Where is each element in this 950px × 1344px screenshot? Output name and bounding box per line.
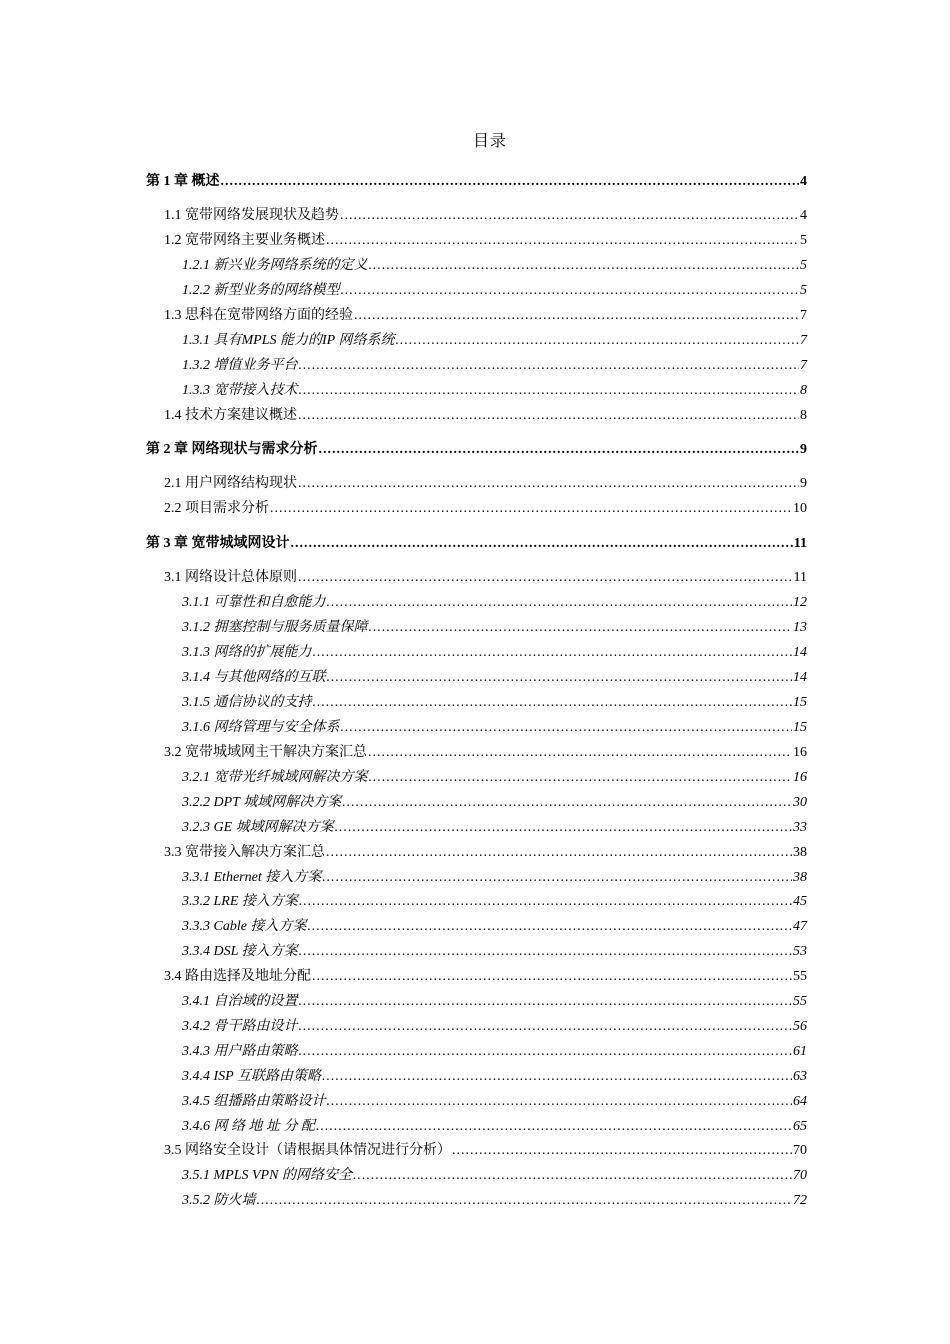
toc-entry-label: 3.1.4 与其他网络的互联 <box>182 670 326 685</box>
toc-entry-label: 3.4 路由选择及地址分配 <box>164 969 311 984</box>
toc-entry-level-3[interactable] <box>182 331 807 351</box>
toc-entry-page-number: 72 <box>793 1193 807 1208</box>
toc-entry-level-3[interactable] <box>182 281 807 301</box>
toc-entry-label: 第 1 章 概述 <box>146 174 220 189</box>
dot-leader <box>369 768 793 788</box>
toc-entry-level-3[interactable] <box>182 1067 807 1087</box>
toc-entry-label: 3.3 宽带接入解决方案汇总 <box>164 845 325 860</box>
toc-entry-page-number: 70 <box>793 1168 807 1183</box>
toc-entry-level-3[interactable] <box>182 793 807 813</box>
dot-leader <box>313 643 793 663</box>
toc-entry-level-2[interactable] <box>164 843 807 863</box>
toc-entry-level-3[interactable] <box>182 1017 807 1037</box>
dot-leader <box>341 718 793 738</box>
dot-leader <box>316 1117 792 1137</box>
toc-entry-page-number: 8 <box>800 383 807 398</box>
toc-entry-level-3[interactable] <box>182 356 807 376</box>
toc-entry-page-number: 15 <box>793 695 807 710</box>
dot-leader <box>299 1017 793 1037</box>
toc-entry-page-number: 12 <box>793 595 807 610</box>
dot-leader <box>326 231 799 251</box>
dot-leader <box>319 440 800 460</box>
dot-leader <box>353 1166 792 1186</box>
dot-leader <box>313 693 793 713</box>
dot-leader <box>299 381 800 401</box>
toc-entry-label: 3.4.2 骨干路由设计 <box>182 1019 298 1034</box>
toc-entry-level-2[interactable] <box>164 474 807 494</box>
dot-leader <box>327 593 793 613</box>
toc-entry-page-number: 16 <box>793 745 807 760</box>
dot-leader <box>298 568 793 588</box>
toc-entry-label: 3.4.5 组播路由策略设计 <box>182 1094 326 1109</box>
toc-entry-label: 3.5 网络安全设计（请根据具体情况进行分析） <box>164 1143 451 1158</box>
toc-entry-level-1[interactable] <box>146 440 807 460</box>
toc-entry-level-3[interactable] <box>182 1191 807 1211</box>
toc-entry-level-2[interactable] <box>164 743 807 763</box>
toc-entry-label: 3.5.2 防火墙 <box>182 1193 256 1208</box>
toc-entry-page-number: 33 <box>793 820 807 835</box>
dot-leader <box>291 534 793 554</box>
toc-entry-label: 3.1.2 拥塞控制与服务质量保障 <box>182 620 368 635</box>
dot-leader <box>342 793 792 813</box>
toc-entry-page-number: 14 <box>793 645 807 660</box>
toc-entry-level-2[interactable] <box>164 206 807 226</box>
toc-entry-page-number: 70 <box>793 1143 807 1158</box>
toc-entry-level-3[interactable] <box>182 256 807 276</box>
dot-leader <box>452 1141 792 1161</box>
dot-leader <box>326 843 792 863</box>
toc-entry-label: 3.2.1 宽带光纤城域网解决方案 <box>182 770 368 785</box>
dot-leader <box>299 992 793 1012</box>
toc-entry-level-2[interactable] <box>164 1141 807 1161</box>
toc-entry-page-number: 56 <box>793 1019 807 1034</box>
dot-leader <box>369 256 800 276</box>
toc-entry-level-2[interactable] <box>164 406 807 426</box>
toc-entry-label: 3.4.4 ISP 互联路由策略 <box>182 1069 321 1084</box>
toc-entry-level-3[interactable] <box>182 693 807 713</box>
dot-leader <box>327 1092 793 1112</box>
toc-entry-level-3[interactable] <box>182 593 807 613</box>
toc-entry-page-number: 5 <box>800 258 807 273</box>
toc-entry-page-number: 45 <box>793 894 807 909</box>
toc-entry-level-3[interactable] <box>182 618 807 638</box>
dot-leader <box>322 1067 792 1087</box>
toc-entry-page-number: 16 <box>793 770 807 785</box>
toc-entry-level-3[interactable] <box>182 1042 807 1062</box>
toc-entry-page-number: 63 <box>793 1069 807 1084</box>
toc-entry-page-number: 11 <box>793 536 807 551</box>
toc-entry-level-3[interactable] <box>182 917 807 937</box>
toc-entry-label: 3.1 网络设计总体原则 <box>164 570 297 585</box>
toc-entry-label: 2.1 用户网络结构现状 <box>164 476 297 491</box>
toc-entry-page-number: 47 <box>793 919 807 934</box>
toc-entry-page-number: 4 <box>800 174 807 189</box>
toc-entry-level-3[interactable] <box>182 381 807 401</box>
toc-entry-level-2[interactable] <box>164 568 807 588</box>
toc-entry-label: 3.3.2 LRE 接入方案 <box>182 894 298 909</box>
toc-entry-label: 1.2.1 新兴业务网络系统的定义 <box>182 258 368 273</box>
dot-leader <box>270 499 792 519</box>
toc-entry-label: 1.3.3 宽带接入技术 <box>182 383 298 398</box>
toc-entry-level-3[interactable] <box>182 942 807 962</box>
toc-entry-page-number: 53 <box>793 944 807 959</box>
dot-leader <box>299 942 792 962</box>
dot-leader <box>298 474 799 494</box>
toc-entry-level-3[interactable] <box>182 1166 807 1186</box>
dot-leader <box>340 206 799 226</box>
toc-entry-label: 3.2.3 GE 城域网解决方案 <box>182 820 334 835</box>
toc-entry-page-number: 8 <box>800 408 807 423</box>
toc-entry-label: 3.4.3 用户路由策略 <box>182 1044 298 1059</box>
toc-entry-level-2[interactable] <box>164 231 807 251</box>
toc-entry-page-number: 55 <box>793 994 807 1009</box>
dot-leader <box>341 281 800 301</box>
toc-entry-label: 1.1 宽带网络发展现状及趋势 <box>164 208 339 223</box>
dot-leader <box>221 172 800 192</box>
toc-entry-label: 3.1.5 通信协议的支持 <box>182 695 312 710</box>
dot-leader <box>322 868 792 888</box>
toc-entry-label: 1.3.2 增值业务平台 <box>182 358 298 373</box>
toc-entry-page-number: 15 <box>793 720 807 735</box>
toc-title: 目录 <box>472 133 507 150</box>
toc-entry-level-3[interactable] <box>182 992 807 1012</box>
toc-entry-level-3[interactable] <box>182 718 807 738</box>
toc-entry-label: 1.3.1 具有MPLS 能力的IP 网络系统 <box>182 333 395 348</box>
toc-entry-level-1[interactable] <box>146 534 807 554</box>
toc-entry-page-number: 38 <box>793 870 807 885</box>
dot-leader <box>335 818 792 838</box>
toc-entry-label: 第 3 章 宽带城域网设计 <box>146 536 290 551</box>
dot-leader <box>369 618 793 638</box>
dot-leader <box>307 917 792 937</box>
toc-entry-page-number: 4 <box>800 208 807 223</box>
dot-leader <box>327 668 793 688</box>
toc-entry-label: 3.1.1 可靠性和自愈能力 <box>182 595 326 610</box>
toc-entry-level-2[interactable] <box>164 499 807 519</box>
toc-entry-page-number: 7 <box>800 333 807 348</box>
toc-entry-page-number: 7 <box>800 358 807 373</box>
dot-leader <box>312 967 792 987</box>
toc-entry-label: 1.2 宽带网络主要业务概述 <box>164 233 325 248</box>
toc-entry-page-number: 14 <box>793 670 807 685</box>
dot-leader <box>368 743 792 763</box>
toc-entry-label: 3.3.1 Ethernet 接入方案 <box>182 870 322 885</box>
toc-entry-label: 3.4.1 自治域的设置 <box>182 994 298 1009</box>
dot-leader <box>299 1042 793 1062</box>
dot-leader <box>298 406 799 426</box>
toc-entry-page-number: 61 <box>793 1044 807 1059</box>
toc-entry-page-number: 13 <box>793 620 807 635</box>
toc-entry-label: 3.1.3 网络的扩展能力 <box>182 645 312 660</box>
toc-entry-level-1[interactable] <box>146 172 807 192</box>
toc-entry-page-number: 55 <box>793 969 807 984</box>
dot-leader <box>299 892 792 912</box>
toc-entry-level-2[interactable] <box>164 306 807 326</box>
toc-entry-page-number: 64 <box>793 1094 807 1109</box>
toc-entry-level-3[interactable] <box>182 643 807 663</box>
toc-entry-page-number: 10 <box>793 501 807 516</box>
toc-entry-level-3[interactable] <box>182 892 807 912</box>
dot-leader <box>395 331 799 351</box>
toc-entry-label: 2.2 项目需求分析 <box>164 501 269 516</box>
toc-entry-page-number: 9 <box>800 442 807 457</box>
toc-entry-label: 3.1.6 网络管理与安全体系 <box>182 720 340 735</box>
toc-entry-page-number: 30 <box>793 795 807 810</box>
toc-entry-level-3[interactable] <box>182 868 807 888</box>
toc-entry-page-number: 9 <box>800 476 807 491</box>
toc-entry-label: 3.3.4 DSL 接入方案 <box>182 944 298 959</box>
toc-entry-label: 第 2 章 网络现状与需求分析 <box>146 442 318 457</box>
toc-entry-page-number: 11 <box>793 570 807 585</box>
toc-entry-level-3[interactable] <box>182 1092 807 1112</box>
toc-entry-page-number: 5 <box>800 233 807 248</box>
toc-entry-label: 3.4.6 网 络 地 址 分 配 <box>182 1119 315 1134</box>
toc-entry-label: 1.3 思科在宽带网络方面的经验 <box>164 308 353 323</box>
toc-entry-label: 3.2.2 DPT 城域网解决方案 <box>182 795 342 810</box>
toc-entry-label: 3.3.3 Cable 接入方案 <box>182 919 307 934</box>
toc-entry-level-3[interactable] <box>182 1117 807 1137</box>
toc-entry-level-3[interactable] <box>182 768 807 788</box>
dot-leader <box>257 1191 793 1211</box>
toc-entry-label: 1.2.2 新型业务的网络模型 <box>182 283 340 298</box>
toc-entry-page-number: 7 <box>800 308 807 323</box>
toc-entry-label: 3.5.1 MPLS VPN 的网络安全 <box>182 1168 352 1183</box>
toc-entry-level-2[interactable] <box>164 967 807 987</box>
toc-entry-page-number: 65 <box>793 1119 807 1134</box>
toc-entry-page-number: 38 <box>793 845 807 860</box>
toc-entry-page-number: 5 <box>800 283 807 298</box>
toc-entry-level-3[interactable] <box>182 818 807 838</box>
dot-leader <box>354 306 799 326</box>
dot-leader <box>299 356 800 376</box>
toc-entry-level-3[interactable] <box>182 668 807 688</box>
toc-entry-label: 1.4 技术方案建议概述 <box>164 408 297 423</box>
toc-entry-label: 3.2 宽带城域网主干解决方案汇总 <box>164 745 367 760</box>
